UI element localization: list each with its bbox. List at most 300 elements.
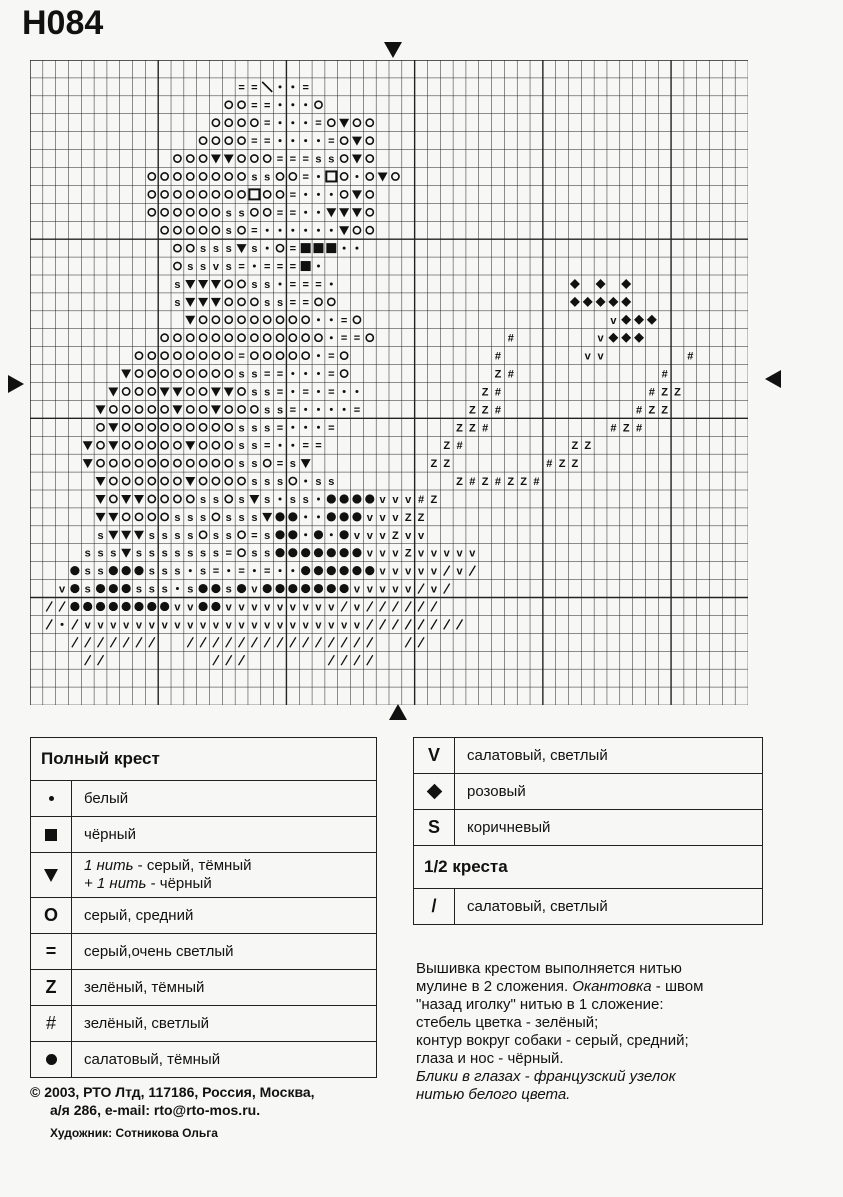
stitch-symbol: Z: [571, 458, 579, 471]
stitch-symbol: [97, 442, 104, 449]
stitch-symbol: [253, 265, 256, 268]
stitch-symbol: [315, 298, 322, 305]
stitch-symbol: [213, 655, 219, 665]
stitch-symbol: Z: [571, 440, 579, 453]
stitch-symbol: [185, 316, 195, 325]
stitch-symbol: #: [635, 404, 643, 417]
stitch-symbol: [366, 227, 373, 234]
stitch-symbol: s: [251, 458, 258, 471]
stitch-symbol: [570, 297, 580, 307]
equals-symbol-icon: =: [31, 934, 72, 969]
stitch-symbol: [227, 569, 230, 572]
stitch-symbol: s: [238, 511, 245, 524]
stitch-symbol: [226, 655, 232, 665]
stitch-symbol: v: [456, 565, 463, 578]
stitch-symbol: [239, 637, 245, 647]
stitch-symbol: s: [276, 404, 284, 417]
stitch-symbol: [187, 406, 194, 413]
stitch-symbol: s: [276, 296, 284, 309]
stitch-symbol: [187, 637, 193, 647]
stitch-symbol: [301, 243, 311, 253]
stitch-symbol: [174, 191, 181, 198]
stitch-symbol: =: [251, 81, 258, 94]
stitch-symbol: [314, 548, 323, 557]
stitch-symbol: v: [251, 619, 258, 632]
stitch-symbol: [366, 137, 373, 144]
stitch-symbol: v: [392, 493, 399, 506]
stitch-symbol: s: [148, 583, 155, 596]
stitch-symbol: [161, 209, 168, 216]
stitch-symbol: [109, 584, 118, 593]
stitch-symbol: [187, 495, 194, 502]
stitch-symbol: [367, 601, 373, 611]
stitch-symbol: Z: [507, 476, 515, 489]
stitch-symbol: [279, 103, 282, 106]
stitch-symbol: [418, 637, 424, 647]
stitch-symbol: [224, 387, 234, 396]
stitch-symbol: [148, 370, 155, 377]
stitch-symbol: [148, 388, 155, 395]
stitch-symbol: s: [161, 583, 168, 596]
stitch-symbol: [148, 209, 155, 216]
stitch-symbol: v: [123, 619, 130, 632]
stitch-symbol: v: [174, 619, 181, 632]
stitch-symbol: [198, 298, 208, 307]
stitch-symbol: [72, 637, 78, 647]
stitch-symbol: [135, 352, 142, 359]
stitch-symbol: [264, 316, 271, 323]
stitch-symbol: [225, 334, 232, 341]
stitch-symbol: [187, 245, 194, 252]
stitch-symbol: [123, 460, 130, 467]
stitch-symbol: [291, 569, 294, 572]
stitch-symbol: [291, 85, 294, 88]
stitch-symbol: s: [264, 171, 271, 184]
stitch-symbol: [199, 460, 206, 467]
stitch-symbol: [392, 619, 398, 629]
stitch-symbol: [187, 370, 194, 377]
stitch-symbol: [238, 406, 245, 413]
stitch-symbol: s: [174, 511, 181, 524]
stitch-symbol: [198, 584, 207, 593]
stitch-symbol: [174, 442, 181, 449]
stitch-symbol: s: [200, 243, 207, 256]
stitch-symbol: [326, 171, 336, 181]
stitch-symbol: v: [174, 601, 181, 614]
stitch-symbol: [380, 619, 386, 629]
stitch-symbol: [199, 173, 206, 180]
stitch-symbol: s: [238, 493, 245, 506]
stitch-symbol: #: [687, 350, 694, 363]
stitch-symbol: v: [430, 547, 437, 560]
stitch-symbol: [238, 119, 245, 126]
stitch-symbol: [135, 370, 142, 377]
stitch-symbol: [237, 244, 247, 253]
stitch-symbol: [366, 155, 373, 162]
stitch-symbol: [405, 619, 411, 629]
stitch-symbol: [108, 513, 118, 522]
stitch-symbol: [211, 584, 220, 593]
stitch-symbol: [97, 460, 104, 467]
stitch-symbol: [275, 512, 284, 521]
stitch-symbol: [148, 513, 155, 520]
stitch-symbol: [304, 480, 307, 483]
stitch-symbol: [251, 316, 258, 323]
stitch-symbol: v: [148, 619, 155, 632]
stitch-symbol: [330, 282, 333, 285]
stitch-symbol: [161, 460, 168, 467]
stitch-symbol: v: [430, 583, 437, 596]
stitch-symbol: [225, 101, 232, 108]
stitch-symbol: [301, 261, 311, 271]
stitch-symbol: [225, 442, 232, 449]
stitch-symbol: [339, 226, 349, 235]
stitch-symbol: [212, 227, 219, 234]
stitch-symbol: [187, 191, 194, 198]
legend-item-grey-medium: O серый, средний: [31, 897, 376, 933]
stitch-symbol: [199, 388, 206, 395]
stitch-symbol: #: [507, 368, 514, 381]
stitch-symbol: v: [430, 565, 437, 578]
stitch-symbol: [264, 334, 271, 341]
stitch-symbol: [314, 584, 323, 593]
stitch-symbol: [174, 227, 181, 234]
stitch-symbol: [225, 316, 232, 323]
stitch-symbol: [239, 655, 245, 665]
small-dot-icon: [49, 796, 54, 801]
z-symbol-icon: Z: [31, 970, 72, 1005]
stitch-symbol: =: [276, 153, 284, 166]
stitch-symbol: v: [366, 547, 373, 560]
stitch-symbol: [148, 406, 155, 413]
stitch-symbol: s: [148, 565, 155, 578]
stitch-symbol: s: [251, 368, 258, 381]
stitch-symbol: [174, 370, 181, 377]
stitch-symbol: [317, 229, 320, 232]
stitch-symbol: [276, 316, 283, 323]
stitch-symbol: [161, 513, 168, 520]
stitch-symbol: [135, 442, 142, 449]
stitch-symbol: [174, 334, 181, 341]
stitch-symbol: [251, 155, 258, 162]
stitch-symbol: [275, 548, 284, 557]
stitch-symbol: [238, 191, 245, 198]
stitch-symbol: =: [263, 565, 271, 578]
stitch-symbol: [276, 334, 283, 341]
stitch-symbol: #: [417, 493, 425, 506]
stitch-symbol: [238, 280, 245, 287]
center-arrow-left-icon: [8, 375, 24, 393]
stitch-symbol: Z: [481, 404, 489, 417]
stitch-symbol: =: [302, 81, 309, 94]
stitch-symbol: s: [84, 565, 91, 578]
stitch-symbol: [160, 602, 169, 611]
stitch-symbol: [418, 601, 424, 611]
stitch-symbol: [149, 637, 155, 647]
stitch-symbol: [317, 175, 320, 178]
stitch-symbol: v: [212, 619, 219, 632]
stitch-symbol: s: [264, 386, 271, 399]
stitch-symbol: =: [263, 440, 271, 453]
stitch-symbol: [289, 334, 296, 341]
stitch-symbol: [134, 602, 143, 611]
stitch-symbol: [238, 549, 245, 556]
stitch-symbol: [328, 119, 335, 126]
stitch-symbol: [288, 530, 297, 539]
stitch-symbol: =: [276, 386, 284, 399]
stitch-symbol: [328, 637, 334, 647]
stitch-symbol: s: [148, 547, 155, 560]
stitch-symbol: [366, 334, 373, 341]
stitch-symbol: [328, 298, 335, 305]
stitch-symbol: s: [187, 511, 194, 524]
stitch-symbol: [136, 637, 142, 647]
stitch-symbol: [326, 243, 336, 253]
stitch-symbol: [291, 121, 294, 124]
stitch-symbol: v: [392, 511, 399, 524]
stitch-symbol: v: [328, 619, 335, 632]
stitch-symbol: [341, 601, 347, 611]
stitch-symbol: v: [417, 529, 425, 542]
stitch-symbol: [185, 477, 195, 486]
stitch-symbol: [352, 208, 362, 217]
stitch-symbol: [570, 279, 580, 289]
stitch-symbol: [264, 209, 271, 216]
stitch-symbol: [634, 333, 644, 343]
legend-item-white: белый: [31, 780, 376, 816]
stitch-symbol: v: [379, 583, 386, 596]
stitch-symbol: =: [276, 458, 284, 471]
center-arrow-right-icon: [765, 370, 781, 388]
stitch-symbol: [212, 334, 219, 341]
stitch-symbol: [212, 370, 219, 377]
stitch-symbol: =: [289, 296, 297, 309]
stitch-symbol: =: [263, 99, 271, 112]
stitch-symbol: [317, 354, 320, 357]
stitch-symbol: [266, 247, 269, 250]
stitch-symbol: s: [225, 243, 232, 256]
stitch-symbol: v: [251, 601, 258, 614]
stitch-symbol: [251, 209, 258, 216]
stitch-symbol: [199, 316, 206, 323]
stitch-symbol: [392, 601, 398, 611]
stitch-symbol: [134, 495, 144, 504]
stitch-symbol: [174, 495, 181, 502]
stitch-symbol: [276, 245, 283, 252]
stitch-symbol: [185, 280, 195, 289]
stitch-symbol: =: [289, 153, 297, 166]
stitch-symbol: [330, 229, 333, 232]
stitch-symbol: s: [225, 511, 232, 524]
stitch-symbol: v: [225, 619, 232, 632]
stitch-symbol: =: [276, 261, 284, 274]
stitch-symbol: [327, 512, 336, 521]
stitch-symbol: s: [251, 386, 258, 399]
stitch-symbol: [343, 247, 346, 250]
stitch-symbol: [110, 406, 117, 413]
stitch-symbol: s: [110, 547, 117, 560]
pattern-code: H084: [22, 4, 104, 42]
stitch-symbol: [608, 333, 618, 343]
stitch-symbol: =: [315, 440, 322, 453]
stitch-symbol: =: [353, 332, 361, 345]
stitch-symbol: [97, 424, 104, 431]
stitch-symbol: [161, 370, 168, 377]
stitch-symbol: s: [200, 511, 207, 524]
stitch-symbol: [123, 513, 130, 520]
center-arrow-top-icon: [384, 42, 402, 58]
stitch-symbol: [289, 173, 296, 180]
stitch-symbol: [72, 619, 78, 629]
stitch-symbol: [83, 602, 92, 611]
stitch-symbol: s: [212, 547, 219, 560]
stitch-symbol: [354, 655, 360, 665]
stitch-symbol: [340, 494, 349, 503]
stitch-symbol: [326, 208, 336, 217]
stitch-symbol: Z: [584, 440, 592, 453]
stitch-symbol: [238, 298, 245, 305]
stitch-symbol: [59, 601, 65, 611]
stitch-symbol: Z: [430, 458, 438, 471]
stitch-symbol: s: [212, 243, 219, 256]
stitch-symbol: [211, 298, 221, 307]
stitch-symbol: #: [494, 350, 502, 363]
center-arrow-bottom-icon: [389, 704, 407, 720]
stitch-symbol: [123, 442, 130, 449]
stitch-symbol: [304, 229, 307, 232]
stitch-symbol: [327, 584, 336, 593]
stitch-symbol: =: [238, 261, 245, 274]
stitch-symbol: v: [289, 601, 296, 614]
stitch-symbol: [304, 103, 307, 106]
stitch-symbol: s: [251, 422, 258, 435]
stitch-symbol: [225, 477, 232, 484]
stitch-symbol: s: [264, 547, 271, 560]
stitch-symbol: v: [392, 547, 399, 560]
stitch-symbol: [340, 566, 349, 575]
legend-item-pink: розовый: [414, 773, 762, 809]
stitch-symbol: [289, 352, 296, 359]
stitch-symbol: s: [276, 476, 284, 489]
stitch-symbol: [367, 619, 373, 629]
stitch-symbol: [123, 477, 130, 484]
stitch-symbol: [148, 173, 155, 180]
stitch-symbol: s: [251, 440, 258, 453]
stitch-symbol: v: [200, 619, 207, 632]
legend-item-grey-light: = серый,очень светлый: [31, 933, 376, 969]
stitch-symbol: s: [251, 547, 258, 560]
legend-item-green-dark: Z зелёный, тёмный: [31, 969, 376, 1005]
stitch-symbol: s: [238, 207, 245, 220]
stitch-symbol: [212, 477, 219, 484]
stitch-symbol: s: [328, 476, 335, 489]
stitch-symbol: s: [264, 278, 271, 291]
stitch-symbol: [174, 262, 181, 269]
legend-extra: [413, 737, 763, 925]
stitch-symbol: [135, 513, 142, 520]
stitch-symbol: [134, 566, 143, 575]
stitch-symbol: [353, 227, 360, 234]
stitch-symbol: [135, 406, 142, 413]
stitch-symbol: [289, 316, 296, 323]
stitch-symbol: [279, 85, 282, 88]
stitch-symbol: [122, 602, 131, 611]
stitch-symbol: Z: [494, 368, 502, 381]
stitch-symbol: =: [238, 81, 245, 94]
stitch-symbol: =: [263, 261, 271, 274]
stitch-symbol: [302, 334, 309, 341]
stitch-symbol: [279, 139, 282, 142]
stitch-symbol: v: [264, 601, 271, 614]
stitch-symbol: =: [302, 278, 309, 291]
stitch-symbol: s: [187, 547, 194, 560]
stitch-symbol: Z: [443, 440, 451, 453]
stitch-symbol: s: [135, 583, 143, 596]
stitch-symbol: v: [443, 547, 450, 560]
stitch-symbol: #: [610, 422, 617, 435]
stitch-symbol: v: [379, 529, 386, 542]
stitch-symbol: v: [161, 619, 168, 632]
stitch-symbol: [199, 334, 206, 341]
stitch-symbol: [134, 531, 144, 540]
stitch-symbol: [211, 602, 220, 611]
stitch-symbol: [135, 424, 142, 431]
stitch-symbol: s: [174, 278, 181, 291]
stitch-symbol: s: [84, 583, 91, 596]
stitch-symbol: Z: [674, 386, 681, 399]
stitch-symbol: =: [212, 565, 220, 578]
legend-item-brown: S коричневый: [414, 809, 762, 845]
stitch-symbol: [238, 316, 245, 323]
stitch-symbol: [304, 193, 307, 196]
stitch-symbol: [289, 477, 296, 484]
stitch-symbol: Z: [558, 458, 566, 471]
stitch-symbol: [314, 530, 323, 539]
stitch-symbol: Z: [661, 386, 669, 399]
stitch-symbol: [304, 372, 307, 375]
stitch-symbol: [330, 318, 333, 321]
stitch-symbol: [304, 121, 307, 124]
stitch-symbol: [405, 601, 411, 611]
stitch-symbol: [288, 584, 297, 593]
stitch-symbol: v: [97, 619, 104, 632]
stitch-symbol: v: [610, 314, 617, 327]
stitch-symbol: #: [494, 404, 502, 417]
stitch-symbol: [366, 209, 373, 216]
stitch-symbol: [174, 209, 181, 216]
stitch-symbol: [249, 189, 259, 199]
stitch-symbol: [185, 298, 195, 307]
stitch-symbol: =: [251, 225, 258, 238]
stitch-symbol: v: [187, 601, 194, 614]
stitch-symbol: [174, 424, 181, 431]
stitch-symbol: s: [148, 529, 155, 542]
stitch-symbol: [317, 318, 320, 321]
stitch-symbol: v: [135, 619, 143, 632]
stitch-symbol: [46, 619, 52, 629]
stitch-symbol: v: [264, 619, 271, 632]
stitch-symbol: [340, 512, 349, 521]
filled-circle-icon: [46, 1054, 57, 1065]
stitch-symbol: [365, 566, 374, 575]
stitch-symbol: s: [174, 296, 181, 309]
stitch-symbol: [121, 549, 131, 558]
stitch-symbol: #: [456, 440, 463, 453]
stitch-symbol: [291, 426, 294, 429]
stitch-symbol: =: [276, 422, 284, 435]
stitch-symbol: [187, 460, 194, 467]
stitch-symbol: [279, 569, 282, 572]
